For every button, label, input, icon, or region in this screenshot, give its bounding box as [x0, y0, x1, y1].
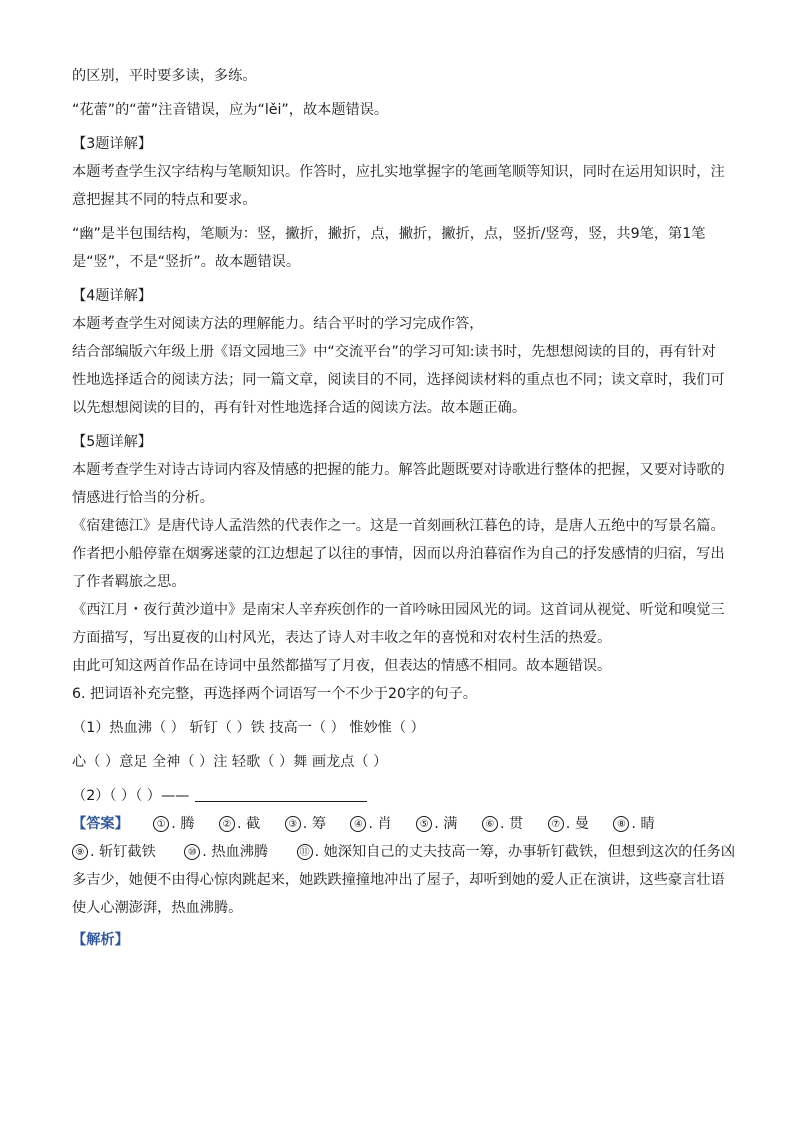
text-line: 作者把小船停靠在烟雾迷蒙的江边想起了以往的事情，因而以舟泊暮宿作为自己的抒发感情的归宿，写出 — [72, 546, 725, 562]
answer-text: . 筹 — [302, 816, 326, 832]
answer-text: . 睛 — [631, 816, 655, 832]
question-6-part-1: （1）热血沸（ ） 斩钉（ ）铁 技高一（ ） 惟妙惟（ ） — [72, 720, 425, 736]
text-line: 本题考查学生汉字结构与笔顺知识。作答时，应扎实地掌握字的笔画笔顺等知识，同时在运用知识时，注 — [72, 164, 725, 180]
circled-number: ⑨ — [72, 844, 88, 860]
circled-number: ⑥ — [482, 816, 498, 832]
text-line: 意把握其不同的特点和要求。 — [72, 192, 257, 208]
analysis-line — [72, 926, 724, 954]
answer-text: . 斩钉截铁 — [90, 844, 156, 860]
answer-text: . 她深知自己的丈夫技高一筹，办事斩钉截铁，但想到这次的任务凶 — [314, 844, 736, 860]
circled-number: ④ — [350, 816, 366, 832]
answer-item — [416, 816, 457, 832]
answer-item — [350, 816, 391, 832]
circled-number: ③ — [285, 816, 301, 832]
text-line: 使人心潮澎湃，热血沸腾。 — [72, 900, 243, 916]
answer-text: . 热血沸腾 — [202, 844, 269, 860]
analysis-tag: 【解析】 — [72, 932, 129, 948]
answer-text: . 满 — [434, 816, 458, 832]
question-6-part-1-cont: 心（ ）意足 全神（ ）注 轻歌（ ）舞 画龙点（ ） — [72, 754, 388, 770]
circled-number: ⑧ — [613, 816, 629, 832]
question-6-title: 6. 把词语补充完整，再选择两个词语写一个不少于20字的句子。 — [72, 686, 477, 702]
section-heading-3: 【3题详解】 — [72, 136, 152, 152]
text-line: 结合部编版六年级上册《语文园地三》中“交流平台”的学习可知:读书时，先想想阅读的目的，再有针对 — [72, 344, 716, 360]
question-6-part-2 — [72, 782, 724, 810]
text-line: 性地选择适合的阅读方法；同一篇文章，阅读目的不同，选择阅读材料的重点也不同；读文章时，我们可 — [72, 372, 725, 388]
answer-item — [219, 816, 260, 832]
answer-item — [297, 844, 735, 860]
circled-number: ⑪ — [297, 844, 313, 860]
answer-item — [72, 844, 156, 860]
text-line: 情感进行恰当的分析。 — [72, 490, 214, 506]
text-line: 《宿建德江》是唐代诗人孟浩然的代表作之一。这是一首刻画秋江暮色的诗，是唐人五绝中的写景名篇。 — [72, 518, 725, 534]
text-line: 了作者羁旅之思。 — [72, 574, 186, 590]
answer-tag: 【答案】 — [72, 816, 129, 832]
section-heading-5: 【5题详解】 — [72, 434, 152, 450]
text-line: “幽”是半包围结构，笔顺为：竖，撇折，撇折，点，撇折，撇折，点，竖折/竖弯，竖，共9笔，第1笔 — [72, 226, 706, 242]
text-line: 由此可知这两首作品在诗词中虽然都描写了月夜，但表达的情感不相同。故本题错误。 — [72, 658, 612, 674]
answer-text: . 曼 — [565, 816, 589, 832]
answer-item — [285, 816, 326, 832]
answer-item — [613, 816, 654, 832]
answer-text: . 肖 — [368, 816, 392, 832]
answer-text: . 贯 — [499, 816, 524, 832]
circled-number: ⑤ — [416, 816, 432, 832]
circled-number: ② — [219, 816, 235, 832]
answer-blank-line — [195, 785, 367, 802]
circled-number: ① — [153, 816, 169, 832]
answer-line — [72, 810, 724, 838]
section-heading-4: 【4题详解】 — [72, 288, 152, 304]
answer-item — [184, 844, 268, 860]
text-line: 以先想想阅读的目的，再有针对性地选择合适的阅读方法。故本题正确。 — [72, 400, 527, 416]
question-6-part-2-text: （2）（ ）（ ）—— — [72, 788, 190, 804]
text-line: 的区别，平时要多读，多练。 — [72, 68, 257, 84]
answer-item — [153, 816, 194, 832]
text-line: 是“竖”，不是“竖折”。故本题错误。 — [72, 254, 301, 270]
answer-line-2 — [72, 838, 736, 866]
text-line: 多吉少，她便不由得心惊肉跳起来，她跌跌撞撞地冲出了屋子，却听到她的爱人正在演讲，这些豪言壮语 — [72, 872, 725, 888]
answer-text: . 截 — [237, 816, 261, 832]
answer-text: . 腾 — [171, 816, 195, 832]
text-line: 本题考查学生对阅读方法的理解能力。结合平时的学习完成作答， — [72, 316, 484, 332]
document-page — [72, 62, 736, 954]
answer-item — [548, 816, 589, 832]
text-line: 《西江月・夜行黄沙道中》是南宋人辛弃疾创作的一首吟咏田园风光的词。这首词从视觉、听觉和嗅觉三 — [72, 602, 725, 618]
answer-item — [482, 816, 523, 832]
text-line: 方面描写，写出夏夜的山村风光，表达了诗人对丰收之年的喜悦和对农村生活的热爱。 — [72, 630, 612, 646]
text-line: “花蕾”的“蕾”注音错误，应为“lěi”，故本题错误。 — [72, 102, 389, 118]
circled-number: ⑩ — [184, 844, 200, 860]
circled-number: ⑦ — [548, 816, 564, 832]
text-line: 本题考查学生对诗古诗词内容及情感的把握的能力。解答此题既要对诗歌进行整体的把握，又要对诗歌的 — [72, 462, 725, 478]
